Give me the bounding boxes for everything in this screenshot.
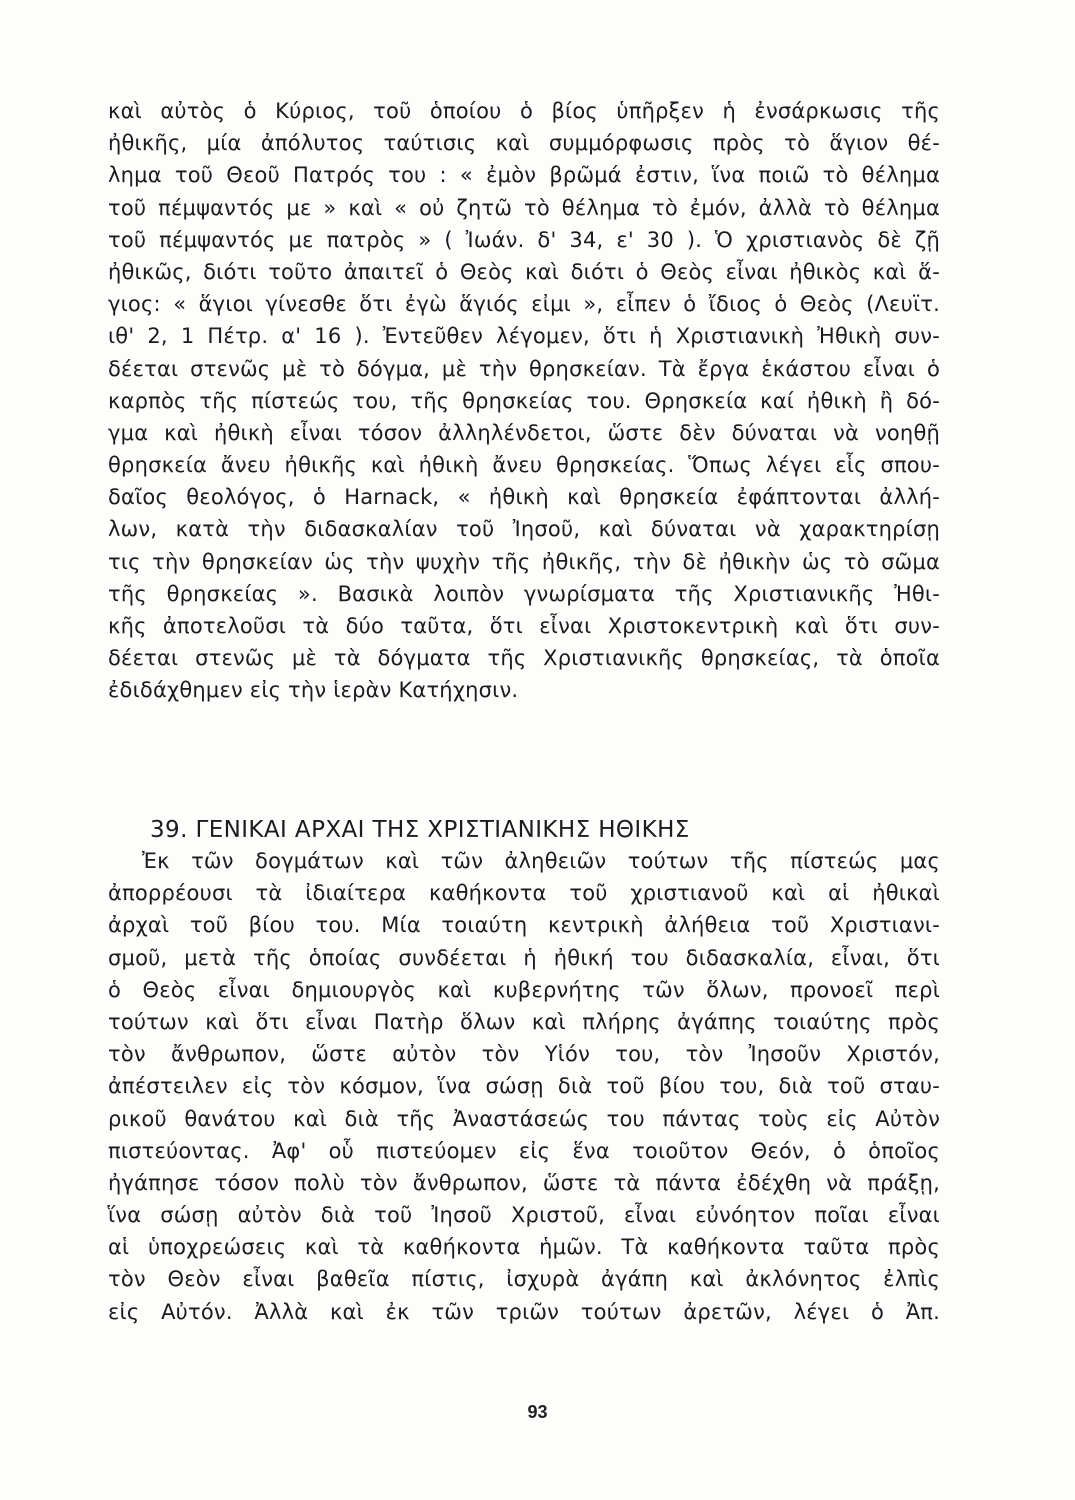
text-line: καὶ αὐτὸς ὁ Κύριος, τοῦ ὁποίου ὁ βίος ὑπῆρξεν ἡ ἐνσάρκωσις τῆς bbox=[108, 99, 940, 123]
text-line: γιος: « ἅγιοι γίνεσθε ὅτι ἐγὼ ἅγιός εἰμι », εἶπεν ὁ ἴδιος ὁ Θεὸς (Λευϊτ. bbox=[108, 292, 940, 317]
text-line: τὸν Θεὸν εἶναι βαθεῖα πίστις, ἰσχυρὰ ἀγάπη καὶ ἀκλόνητος ἐλπὶς bbox=[108, 1267, 940, 1292]
text-line: δέεται στενῶς μὲ τὸ δόγμα, μὲ τὴν θρησκείαν. Τὰ ἔργα ἑκάστου εἶναι ὁ bbox=[108, 356, 940, 381]
text-line: κῆς ἀποτελοῦσι τὰ δύο ταῦτα, ὅτι εἶναι Χριστοκεντρικὴ καὶ ὅτι συν- bbox=[108, 614, 940, 638]
text-line: ἀπορρέουσι τὰ ἰδιαίτερα καθήκοντα τοῦ χριστιανοῦ καὶ αἱ ἠθικαὶ bbox=[108, 881, 940, 906]
text-line: ἠγάπησε τόσον πολὺ τὸν ἄνθρωπον, ὥστε τὰ πάντα ἐδέχθη νὰ πράξῃ, bbox=[108, 1170, 940, 1195]
text-line: εἰς Αὐτόν. Ἀλλὰ καὶ ἐκ τῶν τριῶν τούτων ἀρετῶν, λέγει ὁ Ἀπ. bbox=[108, 1299, 940, 1324]
text-line: ἠθικῶς, διότι τοῦτο ἀπαιτεῖ ὁ Θεὸς καὶ διότι ὁ Θεὸς εἶναι ἠθικὸς καὶ ἅ- bbox=[108, 259, 940, 284]
text-line: ρικοῦ θανάτου καὶ διὰ τῆς Ἀναστάσεώς του πάντας τοὺς εἰς Αὐτὸν bbox=[108, 1106, 940, 1131]
text-line: τὸν ἄνθρωπον, ὥστε αὐτὸν τὸν Υἱόν του, τὸν Ἰησοῦν Χριστόν, bbox=[108, 1042, 940, 1067]
text-line: ἀρχαὶ τοῦ βίου του. Μία τοιαύτη κεντρικὴ ἀλήθεια τοῦ Χριστιανι- bbox=[108, 913, 940, 938]
text-line: λων, κατὰ τὴν διδασκαλίαν τοῦ Ἰησοῦ, καὶ δύναται νὰ χαρακτηρίσῃ bbox=[108, 517, 940, 542]
section-heading: 39. ΓΕΝΙΚΑΙ ΑΡΧΑΙ ΤΗΣ ΧΡΙΣΤΙΑΝΙΚΗΣ ΗΘΙΚΗΣ bbox=[150, 817, 690, 843]
text-line: τις τὴν θρησκείαν ὡς τὴν ψυχὴν τῆς ἠθικῆς, τὴν δὲ ἠθικὴν ὡς τὸ σῶμα bbox=[108, 549, 940, 574]
text-line: δέεται στενῶς μὲ τὰ δόγματα τῆς Χριστιανικῆς θρησκείας, τὰ ὁποῖα bbox=[108, 646, 940, 671]
text-line: ἵνα σώσῃ αὐτὸν διὰ τοῦ Ἰησοῦ Χριστοῦ, εἶναι εὐνόητον ποῖαι εἶναι bbox=[108, 1203, 940, 1228]
text-line: Ἐκ τῶν δογμάτων καὶ τῶν ἀληθειῶν τούτων τῆς πίστεώς μας bbox=[142, 849, 940, 873]
text-line: γμα καὶ ἠθικὴ εἶναι τόσον ἀλληλένδετοι, ὥστε δὲν δύναται νὰ νοηθῇ bbox=[108, 420, 940, 445]
text-line: καρπὸς τῆς πίστεώς του, τῆς θρησκείας του. Θρησκεία καί ἠθικὴ ἢ δό- bbox=[108, 388, 940, 413]
text-line: αἱ ὑποχρεώσεις καὶ τὰ καθήκοντα ἡμῶν. Τὰ καθήκοντα ταῦτα πρὸς bbox=[108, 1235, 940, 1260]
text-line: τοῦ πέμψαντός με » καὶ « οὐ ζητῶ τὸ θέλημα τὸ ἐμόν, ἀλλὰ τὸ θέλημα bbox=[108, 195, 940, 220]
text-line: τοῦ πέμψαντός με πατρὸς » ( Ἰωάν. δ' 34, ε' 30 ). Ὁ χριστιανὸς δὲ ζῇ bbox=[108, 227, 940, 252]
paragraph-1 bbox=[108, 95, 940, 707]
text-line: τούτων καὶ ὅτι εἶναι Πατὴρ ὅλων καὶ πλήρης ἀγάπης τοιαύτης πρὸς bbox=[108, 1009, 940, 1034]
text-line: θρησκεία ἄνευ ἠθικῆς καὶ ἠθικὴ ἄνευ θρησκείας. Ὅπως λέγει εἷς σπου- bbox=[108, 453, 940, 478]
page-number: 93 bbox=[527, 1402, 548, 1422]
text-line: τῆς θρησκείας ». Βασικὰ λοιπὸν γνωρίσματα τῆς Χριστιανικῆς Ἠθι- bbox=[108, 581, 940, 606]
text-line: σμοῦ, μετὰ τῆς ὁποίας συνδέεται ἡ ἠθική του διδασκαλία, εἶναι, ὅτι bbox=[108, 945, 940, 970]
text-line: πιστεύοντας. Ἀφ' οὗ πιστεύομεν εἰς ἕνα τοιοῦτον Θεόν, ὁ ὁποῖος bbox=[108, 1138, 940, 1163]
text-line: δαῖος θεολόγος, ὁ Harnack, « ἠθικὴ καὶ θρησκεία ἐφάπτονται ἀλλή- bbox=[108, 485, 940, 510]
text-line: ἀπέστειλεν εἰς τὸν κόσμον, ἵνα σώσῃ διὰ τοῦ βίου του, διὰ τοῦ σταυ- bbox=[108, 1074, 940, 1099]
text-line: λημα τοῦ Θεοῦ Πατρός του : « ἐμὸν βρῶμά ἐστιν, ἵνα ποιῶ τὸ θέλημα bbox=[108, 163, 940, 188]
text-line: ἐδιδάχθημεν εἰς τὴν ἱερὰν Κατήχησιν. bbox=[108, 678, 519, 703]
text-line: ἠθικῆς, μία ἀπόλυτος ταύτισις καὶ συμμόρφωσις πρὸς τὸ ἅγιον θέ- bbox=[108, 131, 940, 156]
text-line: ιθ' 2, 1 Πέτρ. α' 16 ). Ἐντεῦθεν λέγομεν, ὅτι ἡ Χριστιανικὴ Ἠθικὴ συν- bbox=[108, 324, 940, 349]
text-line: ὁ Θεὸς εἶναι δημιουργὸς καὶ κυβερνήτης τῶν ὅλων, προνοεῖ περὶ bbox=[108, 977, 940, 1002]
paragraph-2 bbox=[108, 845, 940, 1328]
